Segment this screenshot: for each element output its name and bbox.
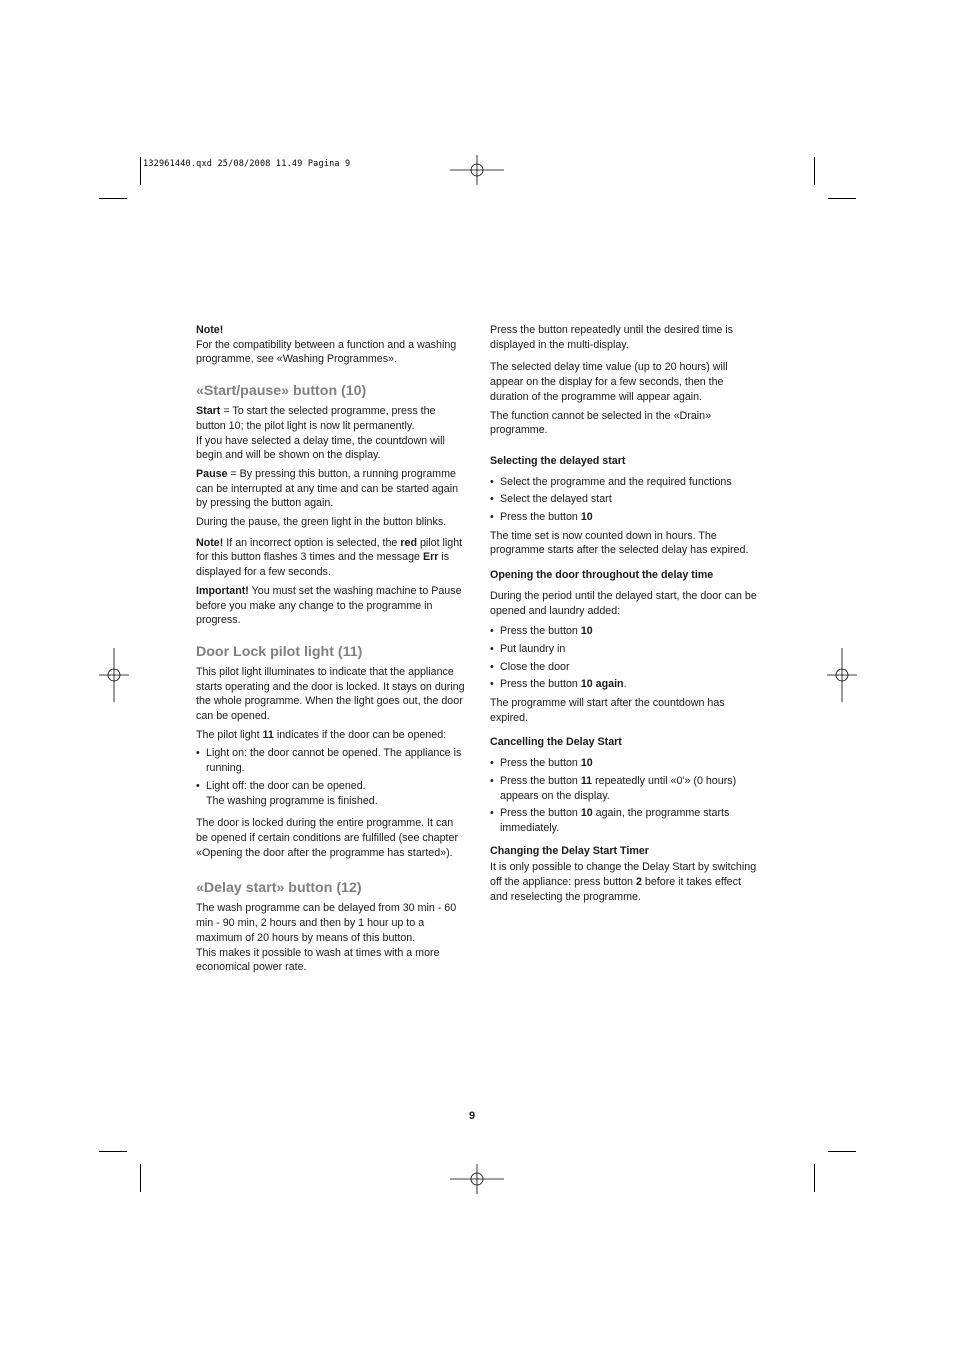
list-item: • Press the button 10: [490, 624, 758, 639]
time-set-text: The time set is now counted down in hours. The programme starts after the selected delay has expired.: [490, 529, 749, 557]
list-item: • Select the delayed start: [490, 492, 758, 507]
important-paragraph: Important! You must set the washing machine to Pause before you make any change to the programme in progress.: [196, 584, 462, 627]
door-locked-text: The door is locked during the entire programme. It can be opened if certain conditions are fulfilled (see chapter «Opening the door after the programme has started»).: [196, 817, 459, 859]
registration-mark: [450, 155, 504, 185]
crop-mark: [814, 157, 815, 185]
will-start-text: The programme will start after the countdown has expired.: [490, 697, 725, 724]
list-item: • Light on: the door cannot be opened. The appliance is running.: [196, 746, 466, 775]
start-paragraph: Start = To start the selected programme, press the button 10; the pilot light is now lit permanently.: [196, 405, 436, 432]
cannot-select-text: The function cannot be selected in the «Drain» programme.: [490, 409, 712, 437]
pilot-light-list: [196, 746, 466, 808]
delay-text-2: This makes it possible to wash at times with a more economical power rate.: [196, 946, 440, 974]
selecting-list: [490, 475, 758, 525]
pilot-light-text: The pilot light 11 indicates if the door can be opened:: [196, 728, 447, 741]
list-item: • Select the programme and the required functions: [490, 475, 758, 490]
registration-mark: [827, 648, 857, 702]
page-number: 9: [469, 1110, 476, 1122]
list-item: • Light off: the door can be opened. The washing programme is finished.: [196, 779, 466, 808]
start-pause-heading: «Start/pause» button (10): [196, 383, 367, 400]
list-item: • Press the button 10: [490, 510, 758, 525]
crop-mark: [140, 157, 141, 185]
door-lock-text: This pilot light illuminates to indicate that the appliance starts operating and the door is locked. It stays on during the whole programme. When the light goes out, the door can be opened.: [196, 665, 465, 723]
pause-blink-text: During the pause, the green light in the button blinks.: [196, 516, 447, 529]
note-text: For the compatibility between a function and a washing programme, see «Washing Programmes».: [196, 338, 457, 366]
start-paragraph-2: If you have selected a delay time, the countdown will begin and will be shown on the display.: [196, 434, 445, 462]
right-column: [490, 323, 758, 909]
selecting-heading: Selecting the delayed start: [490, 454, 626, 467]
change-heading: Changing the Delay Start Timer: [490, 844, 649, 857]
registration-mark: [99, 648, 129, 702]
opening-list: [490, 624, 758, 692]
crop-mark: [140, 1164, 141, 1192]
crop-mark: [99, 198, 127, 199]
opening-text: During the period until the delayed start, the door can be opened and laundry added:: [490, 589, 757, 617]
door-lock-heading: Door Lock pilot light (11): [196, 643, 363, 660]
list-item: • Press the button 10: [490, 756, 758, 771]
crop-mark: [828, 198, 856, 199]
opening-heading: Opening the door throughout the delay time: [490, 569, 714, 582]
list-item: • Press the button 11 repeatedly until «0'» (0 hours) appears on the display.: [490, 774, 758, 803]
selected-value-text: The selected delay time value (up to 20 hours) will appear on the display for a few seconds, then the duration of the programme will appear again.: [490, 361, 728, 403]
crop-mark: [814, 1164, 815, 1192]
cancel-list: [490, 756, 758, 836]
list-item: • Press the button 10 again, the programme starts immediately.: [490, 806, 758, 835]
cancel-heading: Cancelling the Delay Start: [490, 736, 622, 749]
registration-mark: [450, 1164, 504, 1194]
list-item: • Press the button 10 again.: [490, 677, 758, 692]
pause-paragraph: Pause = By pressing this button, a running programme can be interrupted at any time and can be started again by pressing the button again.: [196, 467, 459, 510]
note-title: Note!: [196, 324, 224, 336]
change-text: It is only possible to change the Delay Start by switching off the appliance: press button 2 before it takes effect and reselecting the programme.: [490, 861, 757, 903]
list-item: • Put laundry in: [490, 642, 758, 657]
crop-mark: [99, 1151, 127, 1152]
left-column: [196, 323, 466, 979]
print-slug: 132961440.qxd 25/08/2008 11.49 Pagina 9: [143, 159, 351, 169]
press-repeat-text: Press the button repeatedly until the desired time is displayed in the multi-display.: [490, 324, 733, 351]
delay-text: The wash programme can be delayed from 30 min - 60 min - 90 min, 2 hours and then by 1 hour up to a maximum of 20 hours by means of this button.: [196, 902, 457, 944]
list-item: • Close the door: [490, 660, 758, 675]
delay-start-heading: «Delay start» button (12): [196, 880, 362, 897]
crop-mark: [828, 1151, 856, 1152]
note2-paragraph: Note! If an incorrect option is selected, the red pilot light for this button flashes 3 times and the message Err is displayed for a few seconds.: [196, 536, 463, 579]
